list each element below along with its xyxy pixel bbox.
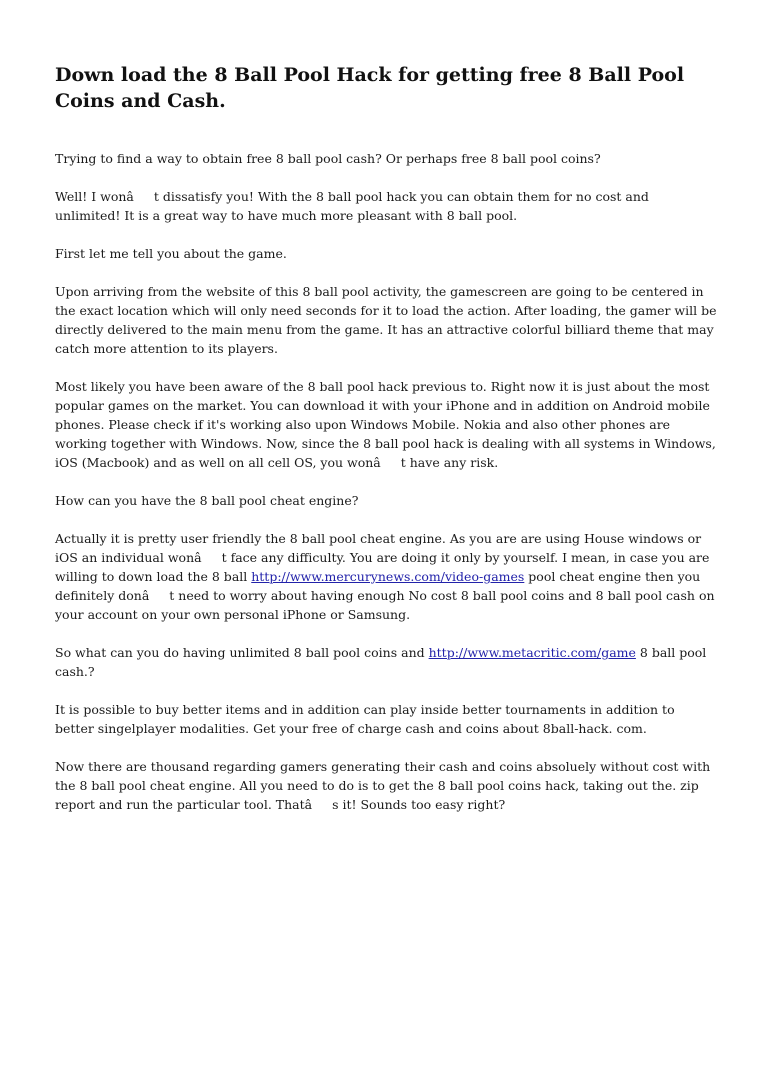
paragraph-6: How can you have the 8 ball pool cheat engine?: [55, 493, 359, 508]
paragraph-1: Trying to find a way to obtain free 8 ball pool cash? Or perhaps free 8 ball pool coins?: [55, 151, 601, 166]
paragraph-7-text-before: Actually it is pretty user friendly the 8 ball pool cheat engine. As you are are using House windows or iOS an individual wonât face any difficulty. You are doing it only by yourself. I mean, in case you are willing to down load the 8 ball: [55, 531, 710, 584]
document-page: [55, 62, 717, 833]
document-title: Down load the 8 Ball Pool Hack for getting free 8 Ball Pool Coins and Cash.: [55, 64, 685, 112]
paragraph-8-text-before: So what can you do having unlimited 8 ball pool coins and: [55, 645, 429, 660]
paragraph-7: [55, 529, 717, 624]
paragraph-3: First let me tell you about the game.: [55, 246, 287, 261]
paragraph-10: Now there are thousand regarding gamers generating their cash and coins absoluely without cost with the 8 ball pool cheat engine. All you need to do is to get the 8 ball pool coins hack, taking out the. zip report and run the particular tool. Thatâs it! Sounds too easy right?: [55, 759, 711, 812]
metacritic-link[interactable]: http://www.metacritic.com/game: [428, 645, 636, 660]
mercurynews-link[interactable]: http://www.mercurynews.com/video-games: [251, 569, 525, 584]
paragraph-9: It is possible to buy better items and in addition can play inside better tournaments in addition to better singelplayer modalities. Get your free of charge cash and coins about 8ball-hack. com.: [55, 702, 675, 736]
paragraph-8-text-after: 8 ball pool cash.?: [55, 645, 707, 679]
paragraph-4: Upon arriving from the website of this 8 ball pool activity, the gamescreen are going to be centered in the exact location which will only need seconds for it to load the action. After loading, the gamer will be directly delivered to the main menu from the game. It has an attractive colorful billiard theme that may catch more attention to its players.: [55, 284, 717, 356]
paragraph-8: [55, 643, 717, 681]
paragraph-5: Most likely you have been aware of the 8 ball pool hack previous to. Right now it is just about the most popular games on the market. You can download it with your iPhone and in addition on Android mobile phones. Please check if it's working also upon Windows Mobile. Nokia and also other phones are working together with Windows. Now, since the 8 ball pool hack is dealing with all systems in Windows, iOS (Macbook) and as well on all cell OS, you wonât have any risk.: [55, 379, 716, 470]
paragraph-2: Well! I wonât dissatisfy you! With the 8 ball pool hack you can obtain them for no cost and unlimited! It is a great way to have much more pleasant with 8 ball pool.: [55, 189, 649, 223]
paragraph-7-text-after: pool cheat engine then you definitely donât need to worry about having enough No cost 8 ball pool coins and 8 ball pool cash on your account on your own personal iPhone or Samsung.: [55, 569, 715, 622]
